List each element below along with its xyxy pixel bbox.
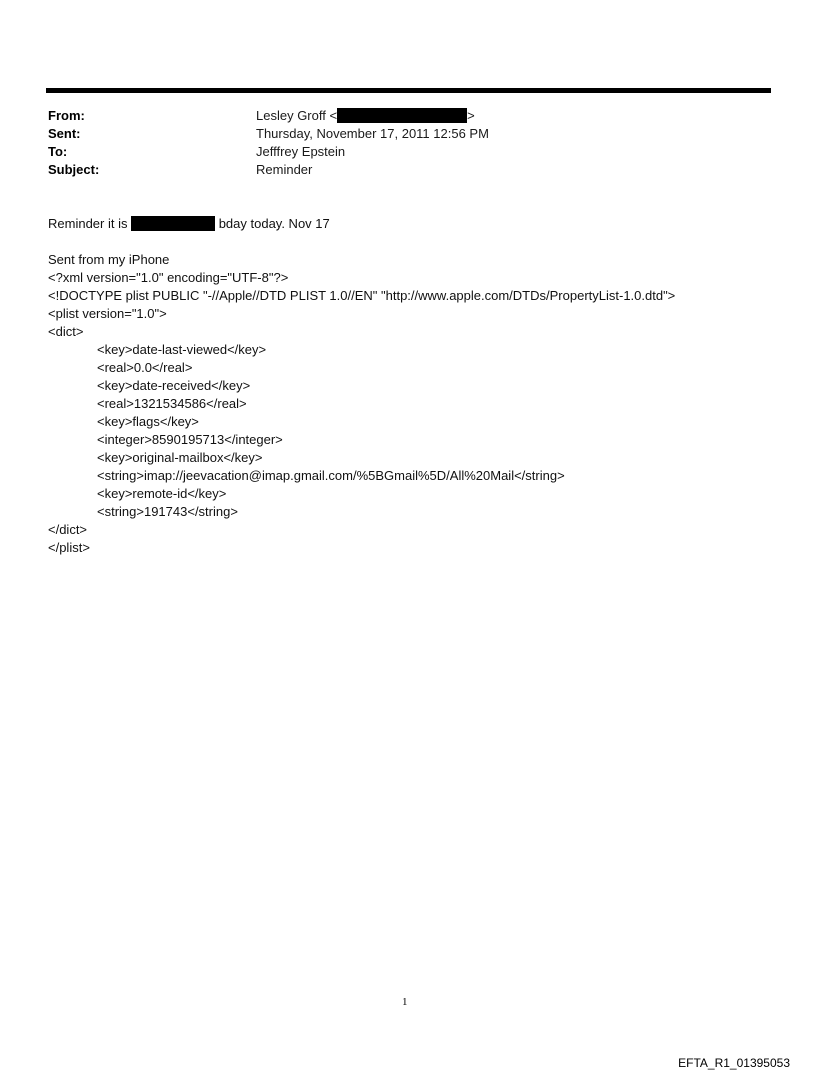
xml-doctype: <!DOCTYPE plist PUBLIC "-//Apple//DTD PLIST 1.0//EN" "http://www.apple.com/DTDs/PropertyList-1.0.dtd"> xyxy=(48,288,676,303)
xml-line: <key>flags</key> xyxy=(97,414,199,429)
xml-line: <integer>8590195713</integer> xyxy=(97,432,283,447)
page-number: 1 xyxy=(402,996,408,1008)
from-suffix: > xyxy=(467,108,475,123)
subject-value: Reminder xyxy=(256,162,313,177)
xml-line: <real>1321534586</real> xyxy=(97,396,247,411)
reminder-text-start: Reminder it is xyxy=(48,216,132,231)
redaction-box xyxy=(131,216,215,231)
xml-line: <string>imap://jeevacation@imap.gmail.com/%5BGmail%5D/All%20Mail</string> xyxy=(97,468,565,483)
from-value xyxy=(256,107,475,125)
xml-dict-open: <dict> xyxy=(48,324,84,339)
subject-label: Subject: xyxy=(48,162,100,177)
reminder-text-end: bday today. Nov 17 xyxy=(215,216,330,231)
reminder-line xyxy=(48,215,330,233)
xml-plist-close: </plist> xyxy=(48,540,90,555)
xml-line: <key>date-last-viewed</key> xyxy=(97,342,267,357)
xml-line: <key>date-received</key> xyxy=(97,378,251,393)
from-name: Lesley Groff < xyxy=(256,108,338,123)
redaction-box xyxy=(337,108,467,123)
document-id: EFTA_R1_01395053 xyxy=(678,1056,790,1070)
xml-line: <key>remote-id</key> xyxy=(97,486,227,501)
sent-value: Thursday, November 17, 2011 12:56 PM xyxy=(256,126,489,141)
xml-dict-close: </dict> xyxy=(48,522,88,537)
xml-line: <real>0.0</real> xyxy=(97,360,193,375)
xml-line: <key>original-mailbox</key> xyxy=(97,450,263,465)
header-rule xyxy=(46,88,771,93)
xml-declaration: <?xml version="1.0" encoding="UTF-8"?> xyxy=(48,270,289,285)
sent-label: Sent: xyxy=(48,126,81,141)
to-label: To: xyxy=(48,144,68,159)
xml-line: <string>191743</string> xyxy=(97,504,238,519)
sent-row xyxy=(48,125,768,143)
subject-row xyxy=(48,161,768,179)
to-row xyxy=(48,143,768,161)
from-row xyxy=(48,107,768,125)
signature-line: Sent from my iPhone xyxy=(48,252,170,267)
to-value: Jefffrey Epstein xyxy=(256,144,346,159)
from-label: From: xyxy=(48,108,85,123)
xml-plist-open: <plist version="1.0"> xyxy=(48,306,167,321)
